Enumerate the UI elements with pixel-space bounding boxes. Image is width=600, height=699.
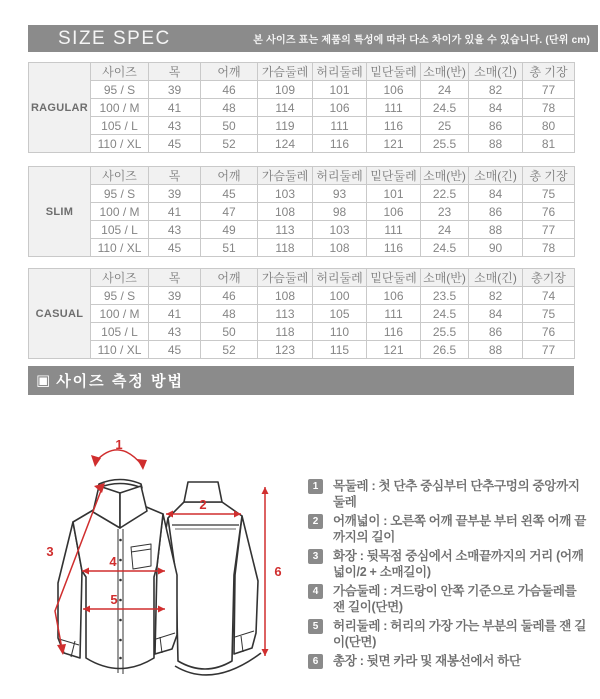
spec-cell: 88 bbox=[469, 221, 523, 239]
spec-cell: 78 bbox=[523, 239, 575, 257]
spec-cell: 25.5 bbox=[421, 135, 469, 153]
spec-cell: 77 bbox=[523, 81, 575, 99]
spec-cell: 86 bbox=[469, 203, 523, 221]
spec-cell: 110 / XL bbox=[91, 341, 149, 359]
spec-cell: 84 bbox=[469, 185, 523, 203]
spec-cell: 100 bbox=[313, 287, 367, 305]
spec-cell: 111 bbox=[367, 305, 421, 323]
measure-item-text: 목둘레 : 첫 단추 중심부터 단추구멍의 중앙까지 둘레 bbox=[333, 479, 580, 509]
spec-header-cell: 사이즈 bbox=[91, 63, 149, 81]
measure-number-badge: 5 bbox=[308, 619, 323, 634]
spec-header-cell: 어깨 bbox=[201, 167, 258, 185]
spec-row bbox=[29, 117, 575, 135]
spec-cell: 111 bbox=[313, 117, 367, 135]
spec-header-cell: 어깨 bbox=[201, 63, 258, 81]
shirt-measurement-diagram bbox=[25, 425, 305, 699]
spec-cell: 51 bbox=[201, 239, 258, 257]
spec-table-slim bbox=[28, 166, 575, 257]
spec-cell: 100 / M bbox=[91, 203, 149, 221]
spec-row bbox=[29, 221, 575, 239]
spec-cell: 78 bbox=[523, 99, 575, 117]
spec-cell: 77 bbox=[523, 341, 575, 359]
spec-cell: 48 bbox=[201, 305, 258, 323]
spec-cell: 109 bbox=[258, 81, 313, 99]
measure-number-badge: 6 bbox=[308, 654, 323, 669]
square-bullet-icon: ▣ bbox=[36, 372, 51, 389]
spec-cell: 116 bbox=[367, 117, 421, 135]
spec-cell: 25.5 bbox=[421, 323, 469, 341]
spec-cell: 46 bbox=[201, 81, 258, 99]
spec-cell: 113 bbox=[258, 305, 313, 323]
spec-cell: 25 bbox=[421, 117, 469, 135]
spec-header-cell: 소매(반) bbox=[421, 63, 469, 81]
spec-cell: 105 / L bbox=[91, 117, 149, 135]
spec-cell: 80 bbox=[523, 117, 575, 135]
measure-item bbox=[308, 478, 588, 510]
measure-item-text: 화장 : 뒷목점 중심에서 소매끝까지의 거리 (어깨넓이/2 + 소매길이) bbox=[333, 549, 584, 579]
spec-header-cell: 소매(긴) bbox=[469, 269, 523, 287]
spec-cell: 76 bbox=[523, 323, 575, 341]
measure-item bbox=[308, 583, 588, 615]
diagram-label-3: 3 bbox=[46, 544, 54, 559]
spec-cell: 24.5 bbox=[421, 305, 469, 323]
spec-header-cell: 허리둘레 bbox=[313, 167, 367, 185]
measure-item bbox=[308, 653, 588, 669]
spec-cell: 41 bbox=[149, 99, 201, 117]
spec-cell: 103 bbox=[258, 185, 313, 203]
spec-cell: 98 bbox=[313, 203, 367, 221]
spec-header-cell: 밑단둘레 bbox=[367, 269, 421, 287]
spec-header-cell: 목 bbox=[149, 167, 201, 185]
spec-cell: 106 bbox=[367, 203, 421, 221]
spec-header-cell: 가슴둘레 bbox=[258, 167, 313, 185]
measure-item-text: 총장 : 뒷면 카라 및 재봉선에서 하단 bbox=[333, 654, 521, 668]
spec-cell: 82 bbox=[469, 81, 523, 99]
size-tables bbox=[28, 62, 574, 359]
spec-cell: 46 bbox=[201, 287, 258, 305]
spec-header-cell: 총 기장 bbox=[523, 167, 575, 185]
size-spec-title: SIZE SPEC bbox=[58, 27, 171, 49]
spec-cell: 110 / XL bbox=[91, 135, 149, 153]
spec-cell: 41 bbox=[149, 203, 201, 221]
measure-item bbox=[308, 548, 588, 580]
arrow-1-neck bbox=[96, 450, 142, 465]
spec-cell: 77 bbox=[523, 221, 575, 239]
measure-list bbox=[308, 478, 588, 672]
spec-cell: 101 bbox=[367, 185, 421, 203]
spec-table-ragular bbox=[28, 62, 575, 153]
spec-cell: 45 bbox=[149, 341, 201, 359]
spec-row bbox=[29, 99, 575, 117]
spec-cell: 105 / L bbox=[91, 323, 149, 341]
spec-cell: 123 bbox=[258, 341, 313, 359]
spec-cell: 76 bbox=[523, 203, 575, 221]
measure-item bbox=[308, 618, 588, 650]
spec-cell: 88 bbox=[469, 135, 523, 153]
spec-cell: 45 bbox=[149, 135, 201, 153]
spec-cell: 81 bbox=[523, 135, 575, 153]
spec-cell: 43 bbox=[149, 221, 201, 239]
spec-header-cell: 사이즈 bbox=[91, 269, 149, 287]
spec-cell: 84 bbox=[469, 305, 523, 323]
spec-cell: 105 bbox=[313, 305, 367, 323]
spec-cell: 95 / S bbox=[91, 81, 149, 99]
spec-cell: 103 bbox=[313, 221, 367, 239]
measure-number-badge: 4 bbox=[308, 584, 323, 599]
spec-cell: 110 / XL bbox=[91, 239, 149, 257]
measure-number-badge: 3 bbox=[308, 549, 323, 564]
measure-item bbox=[308, 513, 588, 545]
diagram-label-2: 2 bbox=[199, 497, 207, 512]
spec-row bbox=[29, 239, 575, 257]
spec-header-cell: 소매(반) bbox=[421, 167, 469, 185]
spec-cell: 116 bbox=[367, 239, 421, 257]
diagram-label-4: 4 bbox=[109, 554, 117, 569]
spec-header-cell: 소매(긴) bbox=[469, 167, 523, 185]
spec-cell: 108 bbox=[313, 239, 367, 257]
spec-cell: 86 bbox=[469, 323, 523, 341]
spec-header-cell: 가슴둘레 bbox=[258, 269, 313, 287]
spec-cell: 50 bbox=[201, 117, 258, 135]
spec-cell: 24.5 bbox=[421, 99, 469, 117]
spec-cell: 113 bbox=[258, 221, 313, 239]
spec-cell: 115 bbox=[313, 341, 367, 359]
spec-cell: 52 bbox=[201, 341, 258, 359]
spec-cell: 121 bbox=[367, 135, 421, 153]
spec-cell: 48 bbox=[201, 99, 258, 117]
spec-header-cell: 목 bbox=[149, 63, 201, 81]
spec-cell: 39 bbox=[149, 287, 201, 305]
spec-cell: 111 bbox=[367, 99, 421, 117]
spec-cell: 84 bbox=[469, 99, 523, 117]
measure-number-badge: 1 bbox=[308, 479, 323, 494]
spec-cell: 118 bbox=[258, 323, 313, 341]
spec-cell: 101 bbox=[313, 81, 367, 99]
spec-cell: 108 bbox=[258, 203, 313, 221]
front-shirt-outline bbox=[58, 480, 177, 675]
spec-header-cell: 밑단둘레 bbox=[367, 167, 421, 185]
spec-cell: 88 bbox=[469, 341, 523, 359]
spec-cell: 121 bbox=[367, 341, 421, 359]
spec-cell: 49 bbox=[201, 221, 258, 239]
spec-cell: 26.5 bbox=[421, 341, 469, 359]
spec-cell: 23 bbox=[421, 203, 469, 221]
spec-header-cell: 허리둘레 bbox=[313, 269, 367, 287]
spec-header-cell: 사이즈 bbox=[91, 167, 149, 185]
spec-header-cell: 어깨 bbox=[201, 269, 258, 287]
spec-group-label: RAGULAR bbox=[29, 63, 91, 153]
spec-row bbox=[29, 135, 575, 153]
spec-cell: 39 bbox=[149, 185, 201, 203]
spec-cell: 111 bbox=[367, 221, 421, 239]
spec-header-cell: 총 기장 bbox=[523, 63, 575, 81]
spec-cell: 118 bbox=[258, 239, 313, 257]
spec-cell: 105 / L bbox=[91, 221, 149, 239]
spec-cell: 106 bbox=[313, 99, 367, 117]
spec-cell: 106 bbox=[367, 81, 421, 99]
spec-cell: 95 / S bbox=[91, 185, 149, 203]
spec-cell: 41 bbox=[149, 305, 201, 323]
spec-cell: 39 bbox=[149, 81, 201, 99]
size-spec-subtitle: 본 사이즈 표는 제품의 특성에 따라 다소 차이가 있을 수 있습니다. (단위 cm) bbox=[253, 35, 590, 46]
spec-cell: 22.5 bbox=[421, 185, 469, 203]
measure-item-text: 허리둘레 : 허리의 가장 가는 부분의 둘레를 잰 길이(단면) bbox=[333, 619, 586, 649]
spec-cell: 43 bbox=[149, 323, 201, 341]
spec-group-label: CASUAL bbox=[29, 269, 91, 359]
spec-cell: 86 bbox=[469, 117, 523, 135]
spec-cell: 95 / S bbox=[91, 287, 149, 305]
spec-row bbox=[29, 305, 575, 323]
spec-row bbox=[29, 81, 575, 99]
spec-header-cell: 가슴둘레 bbox=[258, 63, 313, 81]
measure-number-badge: 2 bbox=[308, 514, 323, 529]
spec-cell: 23.5 bbox=[421, 287, 469, 305]
measure-section-bar bbox=[28, 366, 574, 395]
spec-cell: 90 bbox=[469, 239, 523, 257]
spec-table-casual bbox=[28, 268, 575, 359]
spec-cell: 106 bbox=[367, 287, 421, 305]
spec-cell: 93 bbox=[313, 185, 367, 203]
spec-header-cell: 목 bbox=[149, 269, 201, 287]
spec-cell: 124 bbox=[258, 135, 313, 153]
spec-cell: 116 bbox=[367, 323, 421, 341]
spec-cell: 108 bbox=[258, 287, 313, 305]
spec-row bbox=[29, 287, 575, 305]
spec-cell: 116 bbox=[313, 135, 367, 153]
spec-cell: 24.5 bbox=[421, 239, 469, 257]
spec-header-cell: 밑단둘레 bbox=[367, 63, 421, 81]
spec-header-cell: 소매(긴) bbox=[469, 63, 523, 81]
spec-cell: 82 bbox=[469, 287, 523, 305]
measure-item-text: 가슴둘레 : 겨드랑이 안쪽 기준으로 가슴둘레를 잰 길이(단면) bbox=[333, 584, 577, 614]
spec-row bbox=[29, 341, 575, 359]
spec-cell: 74 bbox=[523, 287, 575, 305]
measure-item-text: 어깨넓이 : 오른쪽 어깨 끝부분 부터 왼쪽 어깨 끝까지의 길이 bbox=[333, 514, 586, 544]
spec-cell: 45 bbox=[149, 239, 201, 257]
spec-row bbox=[29, 185, 575, 203]
spec-cell: 47 bbox=[201, 203, 258, 221]
spec-cell: 24 bbox=[421, 81, 469, 99]
spec-cell: 114 bbox=[258, 99, 313, 117]
spec-row bbox=[29, 203, 575, 221]
spec-group-label: SLIM bbox=[29, 167, 91, 257]
spec-row bbox=[29, 323, 575, 341]
spec-header-cell: 총기장 bbox=[523, 269, 575, 287]
spec-cell: 75 bbox=[523, 305, 575, 323]
diagram-label-6: 6 bbox=[274, 564, 282, 579]
spec-cell: 75 bbox=[523, 185, 575, 203]
spec-cell: 50 bbox=[201, 323, 258, 341]
diagram-label-1: 1 bbox=[115, 437, 123, 452]
spec-header-cell: 허리둘레 bbox=[313, 63, 367, 81]
spec-cell: 119 bbox=[258, 117, 313, 135]
diagram-label-5: 5 bbox=[110, 592, 118, 607]
spec-cell: 43 bbox=[149, 117, 201, 135]
size-spec-header-bar bbox=[28, 25, 598, 52]
spec-cell: 24 bbox=[421, 221, 469, 239]
spec-cell: 100 / M bbox=[91, 305, 149, 323]
spec-cell: 110 bbox=[313, 323, 367, 341]
spec-cell: 52 bbox=[201, 135, 258, 153]
spec-cell: 45 bbox=[201, 185, 258, 203]
spec-header-cell: 소매(반) bbox=[421, 269, 469, 287]
spec-cell: 100 / M bbox=[91, 99, 149, 117]
measure-section-title: 사이즈 측정 방법 bbox=[56, 373, 184, 390]
